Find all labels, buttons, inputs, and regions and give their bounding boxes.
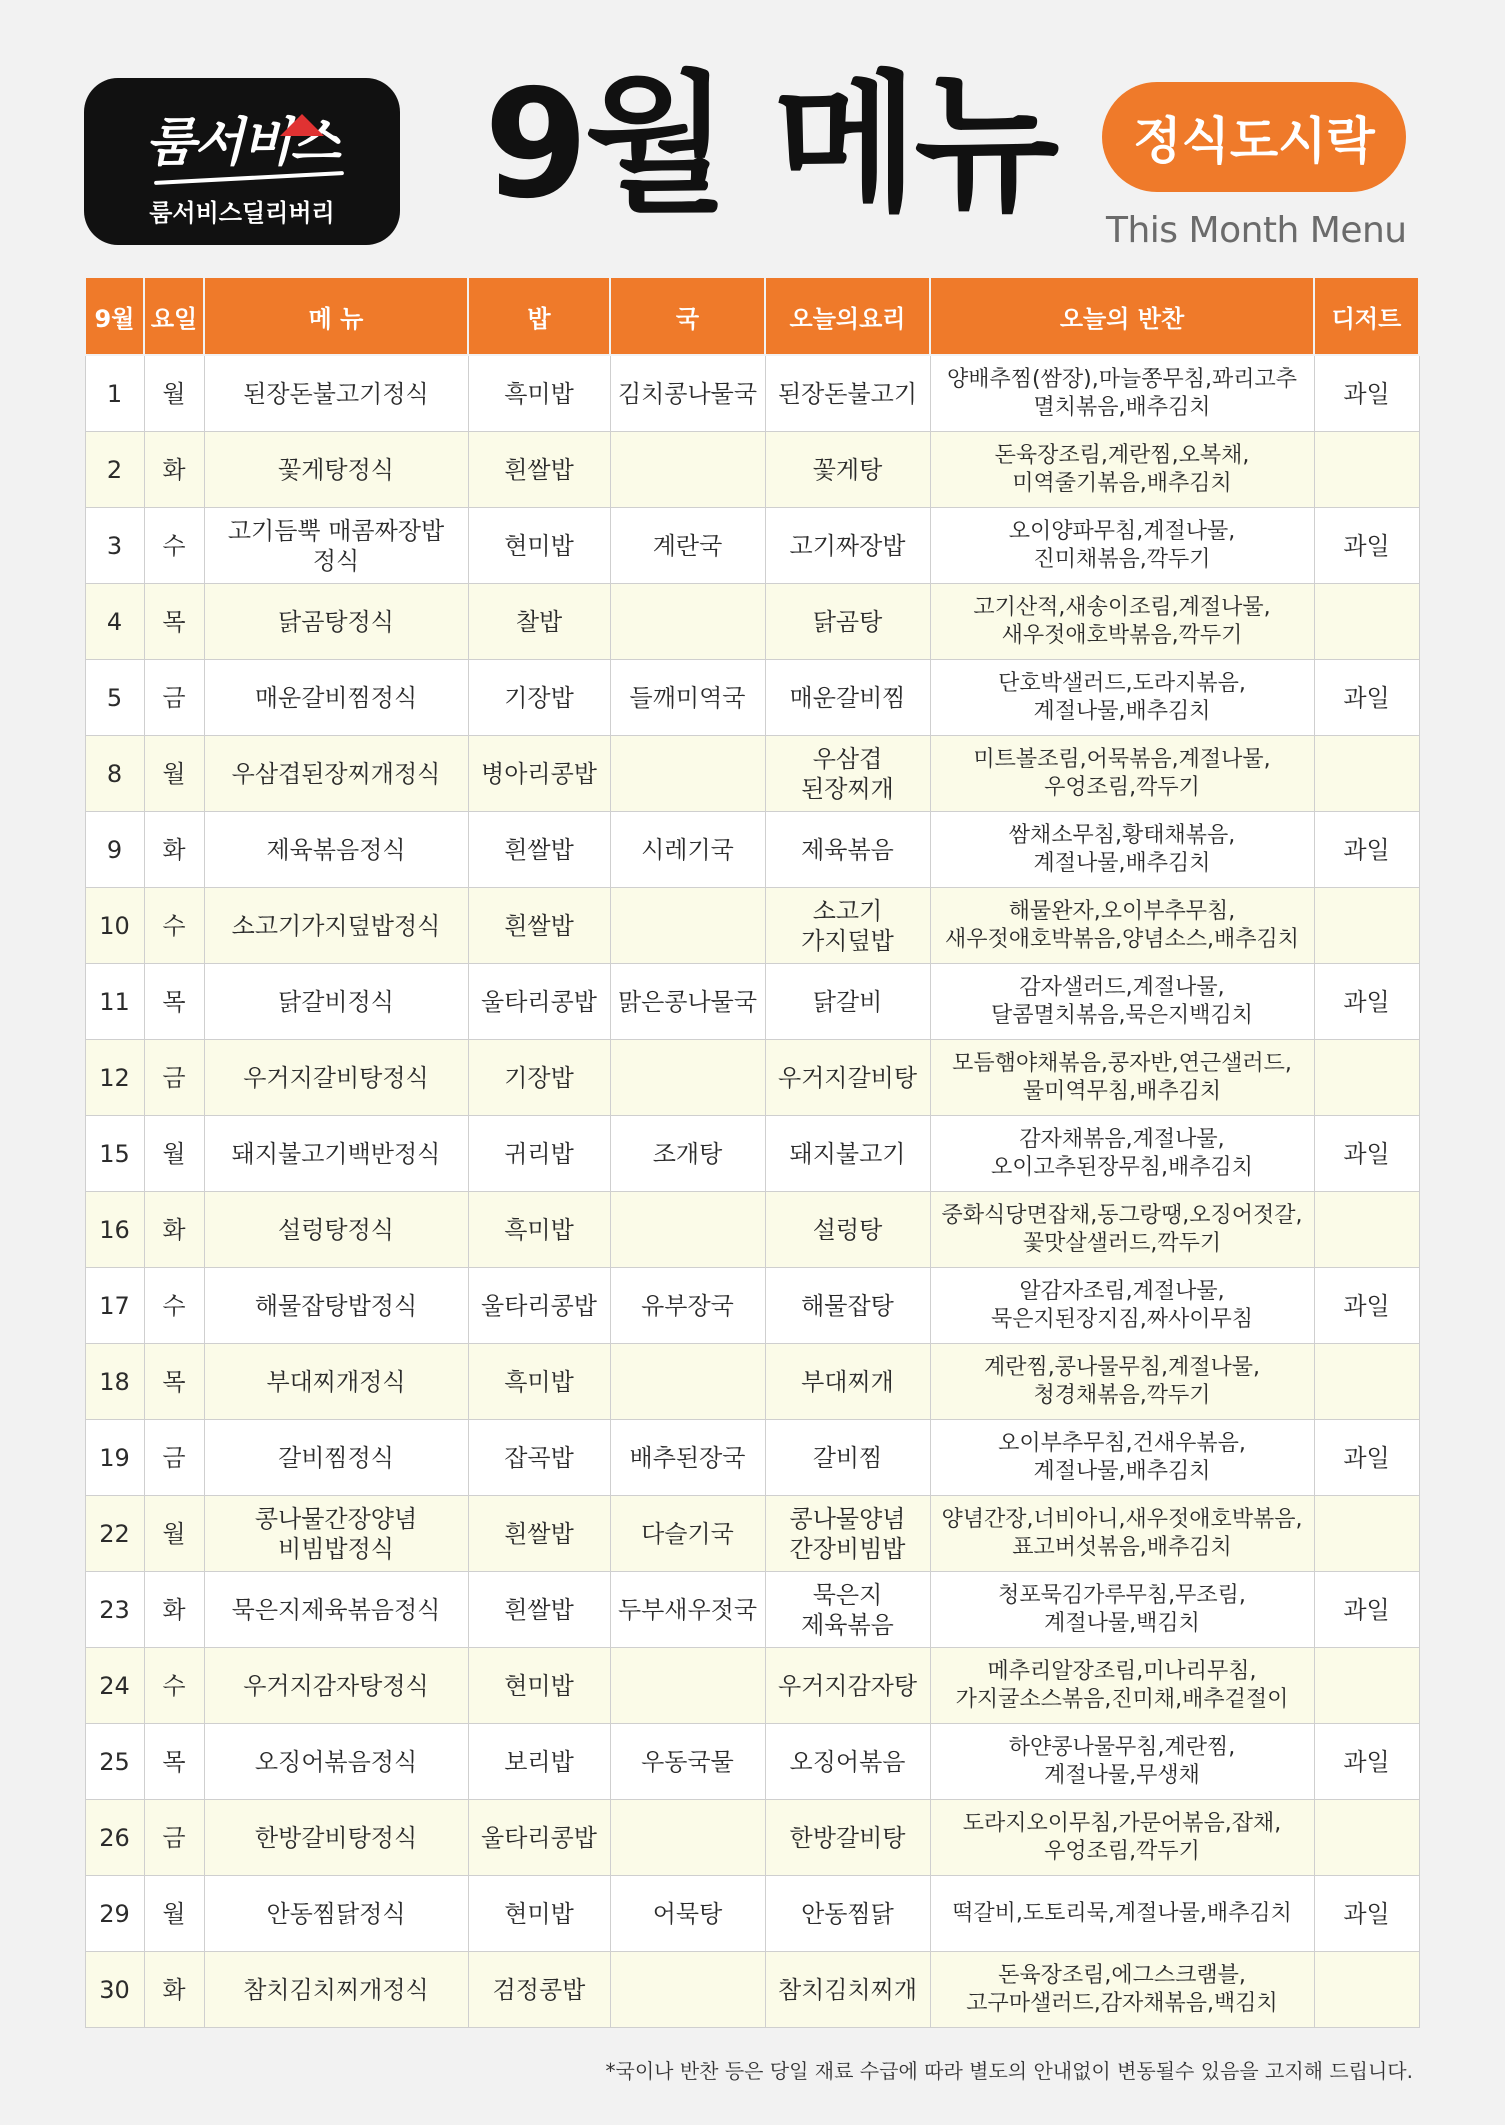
cell-date: 30 bbox=[85, 1952, 144, 2028]
cell-rice: 흑미밥 bbox=[468, 355, 610, 432]
cell-side-dishes: 돈육장조림,계란찜,오복채, 미역줄기볶음,배추김치 bbox=[930, 432, 1314, 508]
cell-day: 목 bbox=[144, 584, 204, 660]
cell-main-dish: 오징어볶음 bbox=[765, 1724, 930, 1800]
cell-day: 화 bbox=[144, 812, 204, 888]
table-row bbox=[85, 508, 1419, 584]
cell-dessert: 과일 bbox=[1314, 1420, 1419, 1496]
cell-rice: 흰쌀밥 bbox=[468, 888, 610, 964]
cell-dessert bbox=[1314, 1496, 1419, 1572]
table-row bbox=[85, 1876, 1419, 1952]
cell-soup: 김치콩나물국 bbox=[610, 355, 765, 432]
col-header-main-dish: 오늘의요리 bbox=[765, 277, 930, 355]
cell-date: 15 bbox=[85, 1116, 144, 1192]
cell-day: 화 bbox=[144, 432, 204, 508]
cell-main-dish: 꽃게탕 bbox=[765, 432, 930, 508]
cell-soup bbox=[610, 1952, 765, 2028]
cell-main-dish: 참치김치찌개 bbox=[765, 1952, 930, 2028]
table-row bbox=[85, 1496, 1419, 1572]
cell-date: 29 bbox=[85, 1876, 144, 1952]
cell-side-dishes: 떡갈비,도토리묵,계절나물,배추김치 bbox=[930, 1876, 1314, 1952]
cell-dessert bbox=[1314, 1952, 1419, 2028]
cell-main-dish: 제육볶음 bbox=[765, 812, 930, 888]
cell-side-dishes: 모듬햄야채볶음,콩자반,연근샐러드, 물미역무침,배추김치 bbox=[930, 1040, 1314, 1116]
cell-day: 화 bbox=[144, 1572, 204, 1648]
cell-side-dishes: 도라지오이무침,가문어볶음,잡채, 우엉조림,깍두기 bbox=[930, 1800, 1314, 1876]
cell-soup bbox=[610, 736, 765, 812]
cell-soup bbox=[610, 584, 765, 660]
cell-rice: 기장밥 bbox=[468, 1040, 610, 1116]
cell-menu: 우삼겹된장찌개정식 bbox=[204, 736, 468, 812]
cell-dessert: 과일 bbox=[1314, 660, 1419, 736]
cell-side-dishes: 감자샐러드,계절나물, 달콤멸치볶음,묵은지백김치 bbox=[930, 964, 1314, 1040]
cell-soup: 계란국 bbox=[610, 508, 765, 584]
cell-side-dishes: 오이부추무침,건새우볶음, 계절나물,배추김치 bbox=[930, 1420, 1314, 1496]
table-row bbox=[85, 736, 1419, 812]
page-subtitle: This Month Menu bbox=[1106, 210, 1407, 251]
cell-day: 금 bbox=[144, 1800, 204, 1876]
cell-dessert bbox=[1314, 1800, 1419, 1876]
cell-side-dishes: 중화식당면잡채,동그랑땡,오징어젓갈, 꽃맛살샐러드,깍두기 bbox=[930, 1192, 1314, 1268]
cell-soup bbox=[610, 1192, 765, 1268]
cell-dessert: 과일 bbox=[1314, 1572, 1419, 1648]
cell-rice: 흰쌀밥 bbox=[468, 1572, 610, 1648]
table-row bbox=[85, 1420, 1419, 1496]
cell-soup bbox=[610, 1800, 765, 1876]
cell-dessert: 과일 bbox=[1314, 1876, 1419, 1952]
cell-rice: 울타리콩밥 bbox=[468, 964, 610, 1040]
cell-date: 1 bbox=[85, 355, 144, 432]
cell-menu: 매운갈비찜정식 bbox=[204, 660, 468, 736]
cell-date: 24 bbox=[85, 1648, 144, 1724]
cell-rice: 흰쌀밥 bbox=[468, 432, 610, 508]
cell-side-dishes: 하얀콩나물무침,계란찜, 계절나물,무생채 bbox=[930, 1724, 1314, 1800]
cell-main-dish: 콩나물양념 간장비빔밥 bbox=[765, 1496, 930, 1572]
cell-menu: 꽃게탕정식 bbox=[204, 432, 468, 508]
cell-day: 수 bbox=[144, 888, 204, 964]
cell-dessert bbox=[1314, 1192, 1419, 1268]
logo-script-text: 룸서비스 bbox=[145, 112, 339, 173]
cell-menu: 우거지갈비탕정식 bbox=[204, 1040, 468, 1116]
cell-date: 12 bbox=[85, 1040, 144, 1116]
cell-date: 8 bbox=[85, 736, 144, 812]
cell-date: 10 bbox=[85, 888, 144, 964]
cell-date: 17 bbox=[85, 1268, 144, 1344]
cell-rice: 현미밥 bbox=[468, 1648, 610, 1724]
cell-day: 월 bbox=[144, 1876, 204, 1952]
cell-soup: 유부장국 bbox=[610, 1268, 765, 1344]
table-body bbox=[85, 355, 1419, 2028]
cell-menu: 된장돈불고기정식 bbox=[204, 355, 468, 432]
cell-main-dish: 닭곰탕 bbox=[765, 584, 930, 660]
cell-rice: 병아리콩밥 bbox=[468, 736, 610, 812]
cell-menu: 우거지감자탕정식 bbox=[204, 1648, 468, 1724]
cell-rice: 흰쌀밥 bbox=[468, 1496, 610, 1572]
cell-menu: 콩나물간장양념 비빔밥정식 bbox=[204, 1496, 468, 1572]
table-row bbox=[85, 888, 1419, 964]
cell-date: 9 bbox=[85, 812, 144, 888]
cell-soup bbox=[610, 1648, 765, 1724]
cell-rice: 현미밥 bbox=[468, 508, 610, 584]
cell-dessert bbox=[1314, 888, 1419, 964]
cell-rice: 잡곡밥 bbox=[468, 1420, 610, 1496]
cell-rice: 흑미밥 bbox=[468, 1192, 610, 1268]
cell-menu: 묵은지제육볶음정식 bbox=[204, 1572, 468, 1648]
cell-dessert: 과일 bbox=[1314, 1724, 1419, 1800]
cell-side-dishes: 감자채볶음,계절나물, 오이고추된장무침,배추김치 bbox=[930, 1116, 1314, 1192]
cell-day: 수 bbox=[144, 508, 204, 584]
cell-rice: 울타리콩밥 bbox=[468, 1800, 610, 1876]
col-header-day: 요일 bbox=[144, 277, 204, 355]
cell-day: 화 bbox=[144, 1192, 204, 1268]
cell-dessert: 과일 bbox=[1314, 1268, 1419, 1344]
cell-rice: 흰쌀밥 bbox=[468, 812, 610, 888]
cell-main-dish: 설렁탕 bbox=[765, 1192, 930, 1268]
cell-date: 5 bbox=[85, 660, 144, 736]
cell-day: 월 bbox=[144, 1116, 204, 1192]
table-row bbox=[85, 1344, 1419, 1420]
col-header-soup: 국 bbox=[610, 277, 765, 355]
cell-rice: 현미밥 bbox=[468, 1876, 610, 1952]
cell-main-dish: 매운갈비찜 bbox=[765, 660, 930, 736]
cell-dessert bbox=[1314, 1040, 1419, 1116]
cell-day: 목 bbox=[144, 1724, 204, 1800]
cell-menu: 고기듬뿍 매콤짜장밥 정식 bbox=[204, 508, 468, 584]
cell-day: 금 bbox=[144, 660, 204, 736]
cell-day: 수 bbox=[144, 1648, 204, 1724]
cell-day: 화 bbox=[144, 1952, 204, 2028]
cell-main-dish: 안동찜닭 bbox=[765, 1876, 930, 1952]
cell-main-dish: 우삼겹 된장찌개 bbox=[765, 736, 930, 812]
col-header-side-dishes: 오늘의 반찬 bbox=[930, 277, 1314, 355]
cell-soup: 조개탕 bbox=[610, 1116, 765, 1192]
cell-main-dish: 닭갈비 bbox=[765, 964, 930, 1040]
cell-menu: 안동찜닭정식 bbox=[204, 1876, 468, 1952]
cell-menu: 설렁탕정식 bbox=[204, 1192, 468, 1268]
logo-name: 룸서비스딜리버리 bbox=[149, 199, 335, 227]
cell-dessert: 과일 bbox=[1314, 508, 1419, 584]
house-roof-icon bbox=[280, 114, 324, 136]
cell-menu: 소고기가지덮밥정식 bbox=[204, 888, 468, 964]
cell-main-dish: 갈비찜 bbox=[765, 1420, 930, 1496]
cell-main-dish: 우거지감자탕 bbox=[765, 1648, 930, 1724]
cell-soup: 다슬기국 bbox=[610, 1496, 765, 1572]
cell-main-dish: 해물잡탕 bbox=[765, 1268, 930, 1344]
cell-day: 금 bbox=[144, 1420, 204, 1496]
cell-main-dish: 우거지갈비탕 bbox=[765, 1040, 930, 1116]
cell-date: 18 bbox=[85, 1344, 144, 1420]
cell-date: 3 bbox=[85, 508, 144, 584]
cell-day: 목 bbox=[144, 964, 204, 1040]
cell-side-dishes: 단호박샐러드,도라지볶음, 계절나물,배추김치 bbox=[930, 660, 1314, 736]
cell-dessert: 과일 bbox=[1314, 812, 1419, 888]
cell-side-dishes: 메추리알장조림,미나리무침, 가지굴소스볶음,진미채,배추겉절이 bbox=[930, 1648, 1314, 1724]
cell-soup: 우동국물 bbox=[610, 1724, 765, 1800]
table-row bbox=[85, 432, 1419, 508]
cell-day: 월 bbox=[144, 1496, 204, 1572]
cell-menu: 닭곰탕정식 bbox=[204, 584, 468, 660]
page-title: 9월 메뉴 bbox=[484, 58, 1056, 232]
cell-dessert: 과일 bbox=[1314, 964, 1419, 1040]
cell-day: 월 bbox=[144, 355, 204, 432]
cell-side-dishes: 양배추찜(쌈장),마늘쫑무침,꽈리고추 멸치볶음,배추김치 bbox=[930, 355, 1314, 432]
cell-date: 19 bbox=[85, 1420, 144, 1496]
cell-rice: 흑미밥 bbox=[468, 1344, 610, 1420]
cell-soup bbox=[610, 1344, 765, 1420]
cell-dessert bbox=[1314, 1648, 1419, 1724]
brand-logo bbox=[84, 78, 400, 245]
cell-day: 월 bbox=[144, 736, 204, 812]
cell-soup: 들깨미역국 bbox=[610, 660, 765, 736]
cell-main-dish: 소고기 가지덮밥 bbox=[765, 888, 930, 964]
cell-main-dish: 돼지불고기 bbox=[765, 1116, 930, 1192]
cell-rice: 검정콩밥 bbox=[468, 1952, 610, 2028]
cell-menu: 돼지불고기백반정식 bbox=[204, 1116, 468, 1192]
cell-dessert bbox=[1314, 584, 1419, 660]
col-header-dessert: 디저트 bbox=[1314, 277, 1419, 355]
cell-date: 23 bbox=[85, 1572, 144, 1648]
cell-dessert: 과일 bbox=[1314, 1116, 1419, 1192]
table-row bbox=[85, 812, 1419, 888]
cell-date: 26 bbox=[85, 1800, 144, 1876]
cell-side-dishes: 양념간장,너비아니,새우젓애호박볶음, 표고버섯볶음,배추김치 bbox=[930, 1496, 1314, 1572]
table-row bbox=[85, 1572, 1419, 1648]
cell-dessert bbox=[1314, 736, 1419, 812]
cell-side-dishes: 고기산적,새송이조림,계절나물, 새우젓애호박볶음,깍두기 bbox=[930, 584, 1314, 660]
cell-soup bbox=[610, 432, 765, 508]
cell-side-dishes: 알감자조림,계절나물, 묵은지된장지짐,짜사이무침 bbox=[930, 1268, 1314, 1344]
cell-date: 2 bbox=[85, 432, 144, 508]
cell-soup: 시레기국 bbox=[610, 812, 765, 888]
cell-menu: 닭갈비정식 bbox=[204, 964, 468, 1040]
cell-side-dishes: 청포묵김가루무침,무조림, 계절나물,백김치 bbox=[930, 1572, 1314, 1648]
menu-table bbox=[84, 276, 1420, 2028]
cell-dessert: 과일 bbox=[1314, 355, 1419, 432]
cell-date: 25 bbox=[85, 1724, 144, 1800]
cell-main-dish: 묵은지 제육볶음 bbox=[765, 1572, 930, 1648]
cell-day: 금 bbox=[144, 1040, 204, 1116]
cell-main-dish: 된장돈불고기 bbox=[765, 355, 930, 432]
cell-soup: 배추된장국 bbox=[610, 1420, 765, 1496]
cell-soup: 어묵탕 bbox=[610, 1876, 765, 1952]
cell-side-dishes: 쌈채소무침,황태채볶음, 계절나물,배추김치 bbox=[930, 812, 1314, 888]
table-row bbox=[85, 584, 1419, 660]
table-row bbox=[85, 1800, 1419, 1876]
cell-date: 16 bbox=[85, 1192, 144, 1268]
cell-side-dishes: 해물완자,오이부추무침, 새우젓애호박볶음,양념소스,배추김치 bbox=[930, 888, 1314, 964]
cell-date: 11 bbox=[85, 964, 144, 1040]
cell-day: 수 bbox=[144, 1268, 204, 1344]
cell-dessert bbox=[1314, 1344, 1419, 1420]
table-row bbox=[85, 1116, 1419, 1192]
cell-menu: 오징어볶음정식 bbox=[204, 1724, 468, 1800]
table-row bbox=[85, 1952, 1419, 2028]
table-row bbox=[85, 1040, 1419, 1116]
cell-main-dish: 부대찌개 bbox=[765, 1344, 930, 1420]
table-row bbox=[85, 964, 1419, 1040]
table-row bbox=[85, 1648, 1419, 1724]
cell-rice: 찰밥 bbox=[468, 584, 610, 660]
cell-soup bbox=[610, 1040, 765, 1116]
cell-menu: 한방갈비탕정식 bbox=[204, 1800, 468, 1876]
table-row bbox=[85, 1192, 1419, 1268]
cell-soup bbox=[610, 888, 765, 964]
cell-menu: 참치김치찌개정식 bbox=[204, 1952, 468, 2028]
table-header-row bbox=[85, 277, 1419, 355]
cell-side-dishes: 돈육장조림,에그스크램블, 고구마샐러드,감자채볶음,백김치 bbox=[930, 1952, 1314, 2028]
col-header-menu: 메 뉴 bbox=[204, 277, 468, 355]
cell-side-dishes: 오이양파무침,계절나물, 진미채볶음,깍두기 bbox=[930, 508, 1314, 584]
cell-date: 4 bbox=[85, 584, 144, 660]
cell-day: 목 bbox=[144, 1344, 204, 1420]
footnote: *국이나 반찬 등은 당일 재료 수급에 따라 별도의 안내없이 변동될수 있음을 고지해 드립니다. bbox=[605, 2059, 1413, 2083]
cell-menu: 부대찌개정식 bbox=[204, 1344, 468, 1420]
cell-main-dish: 한방갈비탕 bbox=[765, 1800, 930, 1876]
table-row bbox=[85, 1268, 1419, 1344]
cell-rice: 울타리콩밥 bbox=[468, 1268, 610, 1344]
cell-soup: 두부새우젓국 bbox=[610, 1572, 765, 1648]
col-header-rice: 밥 bbox=[468, 277, 610, 355]
cell-date: 22 bbox=[85, 1496, 144, 1572]
col-header-date: 9월 bbox=[85, 277, 144, 355]
cell-menu: 해물잡탕밥정식 bbox=[204, 1268, 468, 1344]
table-row bbox=[85, 355, 1419, 432]
cell-menu: 갈비찜정식 bbox=[204, 1420, 468, 1496]
cell-dessert bbox=[1314, 432, 1419, 508]
cell-main-dish: 고기짜장밥 bbox=[765, 508, 930, 584]
table-row bbox=[85, 1724, 1419, 1800]
cell-side-dishes: 미트볼조림,어묵볶음,계절나물, 우엉조림,깍두기 bbox=[930, 736, 1314, 812]
cell-rice: 귀리밥 bbox=[468, 1116, 610, 1192]
cell-soup: 맑은콩나물국 bbox=[610, 964, 765, 1040]
cell-rice: 기장밥 bbox=[468, 660, 610, 736]
cell-menu: 제육볶음정식 bbox=[204, 812, 468, 888]
category-badge: 정식도시락 bbox=[1102, 82, 1406, 192]
cell-side-dishes: 계란찜,콩나물무침,계절나물, 청경채볶음,깍두기 bbox=[930, 1344, 1314, 1420]
cell-rice: 보리밥 bbox=[468, 1724, 610, 1800]
table-row bbox=[85, 660, 1419, 736]
